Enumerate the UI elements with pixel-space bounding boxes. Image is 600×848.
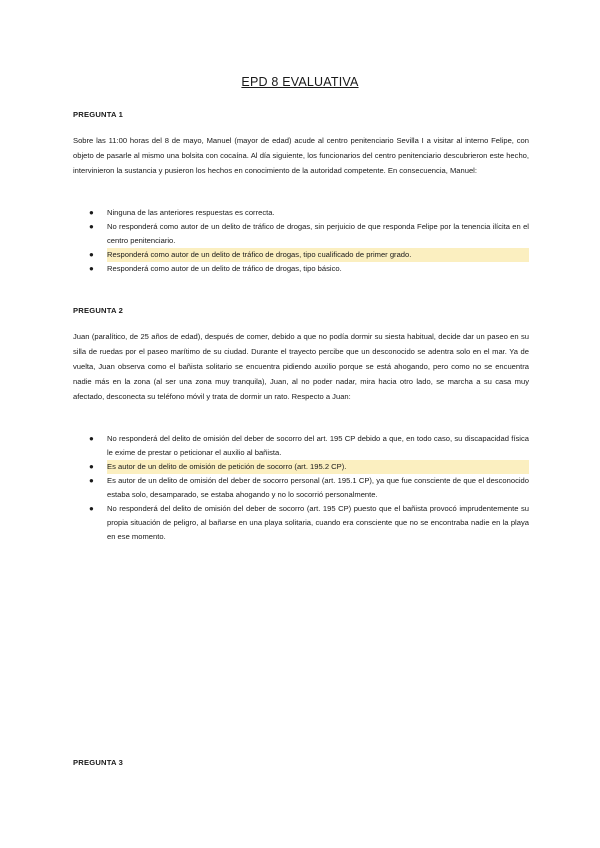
option-item-highlighted bbox=[73, 460, 529, 474]
option-text: No responderá del delito de omisión del deber de socorro (art. 195 CP) puesto que el bañista provocó imprudentemente su propia situación de peligro, al bañarse en una playa solitaria, cuando era consciente que no se encontraba nadie en la playa en ese momento. bbox=[107, 504, 529, 541]
question-2-statement: Juan (paralítico, de 25 años de edad), después de comer, debido a que no podía dormir su siesta habitual, decide dar un paseo en su silla de ruedas por el paseo marítimo de su ciudad. Durante el trayecto percibe que un desconocido se adentra solo en el mar. Ya de vuelta, Juan observa como el bañista solitario se encuentra pidiendo auxilio porque se está ahogando, pero como no se encuentra nadie más en la zona (al ser una zona muy tranquila), Juan, al no poder nadar, mira hacia otro lado, se marcha a su casa muy afectado, desconecta su teléfono móvil y trata de dormir un rato. Respecto a Juan: bbox=[73, 332, 529, 401]
bullet-icon: ● bbox=[89, 208, 94, 217]
bullet-icon: ● bbox=[89, 476, 94, 485]
option-item bbox=[73, 262, 529, 276]
question-2-heading: PREGUNTA 2 bbox=[73, 306, 124, 315]
question-1-statement: Sobre las 11:00 horas del 8 de mayo, Manuel (mayor de edad) acude al centro penitenciario Sevilla I a visitar al interno Felipe, con objeto de pasarle al mismo una bolsita con cocaína. Al día siguiente, los funcionarios del centro penitenciario descubrieron este hecho, intervinieron la sustancia y pusieron los hechos en conocimiento de la autoridad competente. En consecuencia, Manuel: bbox=[73, 136, 529, 175]
bullet-icon: ● bbox=[89, 250, 94, 259]
bullet-icon: ● bbox=[89, 264, 94, 273]
question-1-heading: PREGUNTA 1 bbox=[73, 110, 124, 119]
bullet-icon: ● bbox=[89, 222, 94, 231]
option-text: Responderá como autor de un delito de tráfico de drogas, tipo cualificado de primer grado. bbox=[107, 248, 529, 262]
option-text: Ninguna de las anteriores respuestas es correcta. bbox=[107, 208, 275, 217]
bullet-icon: ● bbox=[89, 434, 94, 443]
question-3-heading: PREGUNTA 3 bbox=[73, 758, 124, 767]
option-item bbox=[73, 206, 529, 220]
question-2-options bbox=[73, 432, 529, 544]
option-item bbox=[73, 220, 529, 248]
document-title: EPD 8 EVALUATIVA bbox=[241, 75, 359, 89]
option-text: No responderá del delito de omisión del deber de socorro del art. 195 CP debido a que, en todo caso, su discapacidad física le exime de prestar o peticionar el auxilio al bañista. bbox=[107, 434, 529, 457]
question-1-options bbox=[73, 206, 529, 276]
option-text: Responderá como autor de un delito de tráfico de drogas, tipo básico. bbox=[107, 264, 342, 273]
option-item-highlighted bbox=[73, 248, 529, 262]
option-item bbox=[73, 432, 529, 460]
option-text: Es autor de un delito de omisión de petición de socorro (art. 195.2 CP). bbox=[107, 460, 529, 474]
bullet-icon: ● bbox=[89, 462, 94, 471]
option-text: Es autor de un delito de omisión del deber de socorro personal (art. 195.1 CP), ya que fue consciente de que el desconocido estaba solo, desamparado, se estaba ahogando y no lo socorrió personalmente. bbox=[107, 476, 529, 499]
option-item bbox=[73, 474, 529, 502]
bullet-icon: ● bbox=[89, 504, 94, 513]
option-text: No responderá como autor de un delito de tráfico de drogas, sin perjuicio de que responda Felipe por la tenencia ilícita en el centro penitenciario. bbox=[107, 222, 529, 245]
option-item bbox=[73, 502, 529, 544]
